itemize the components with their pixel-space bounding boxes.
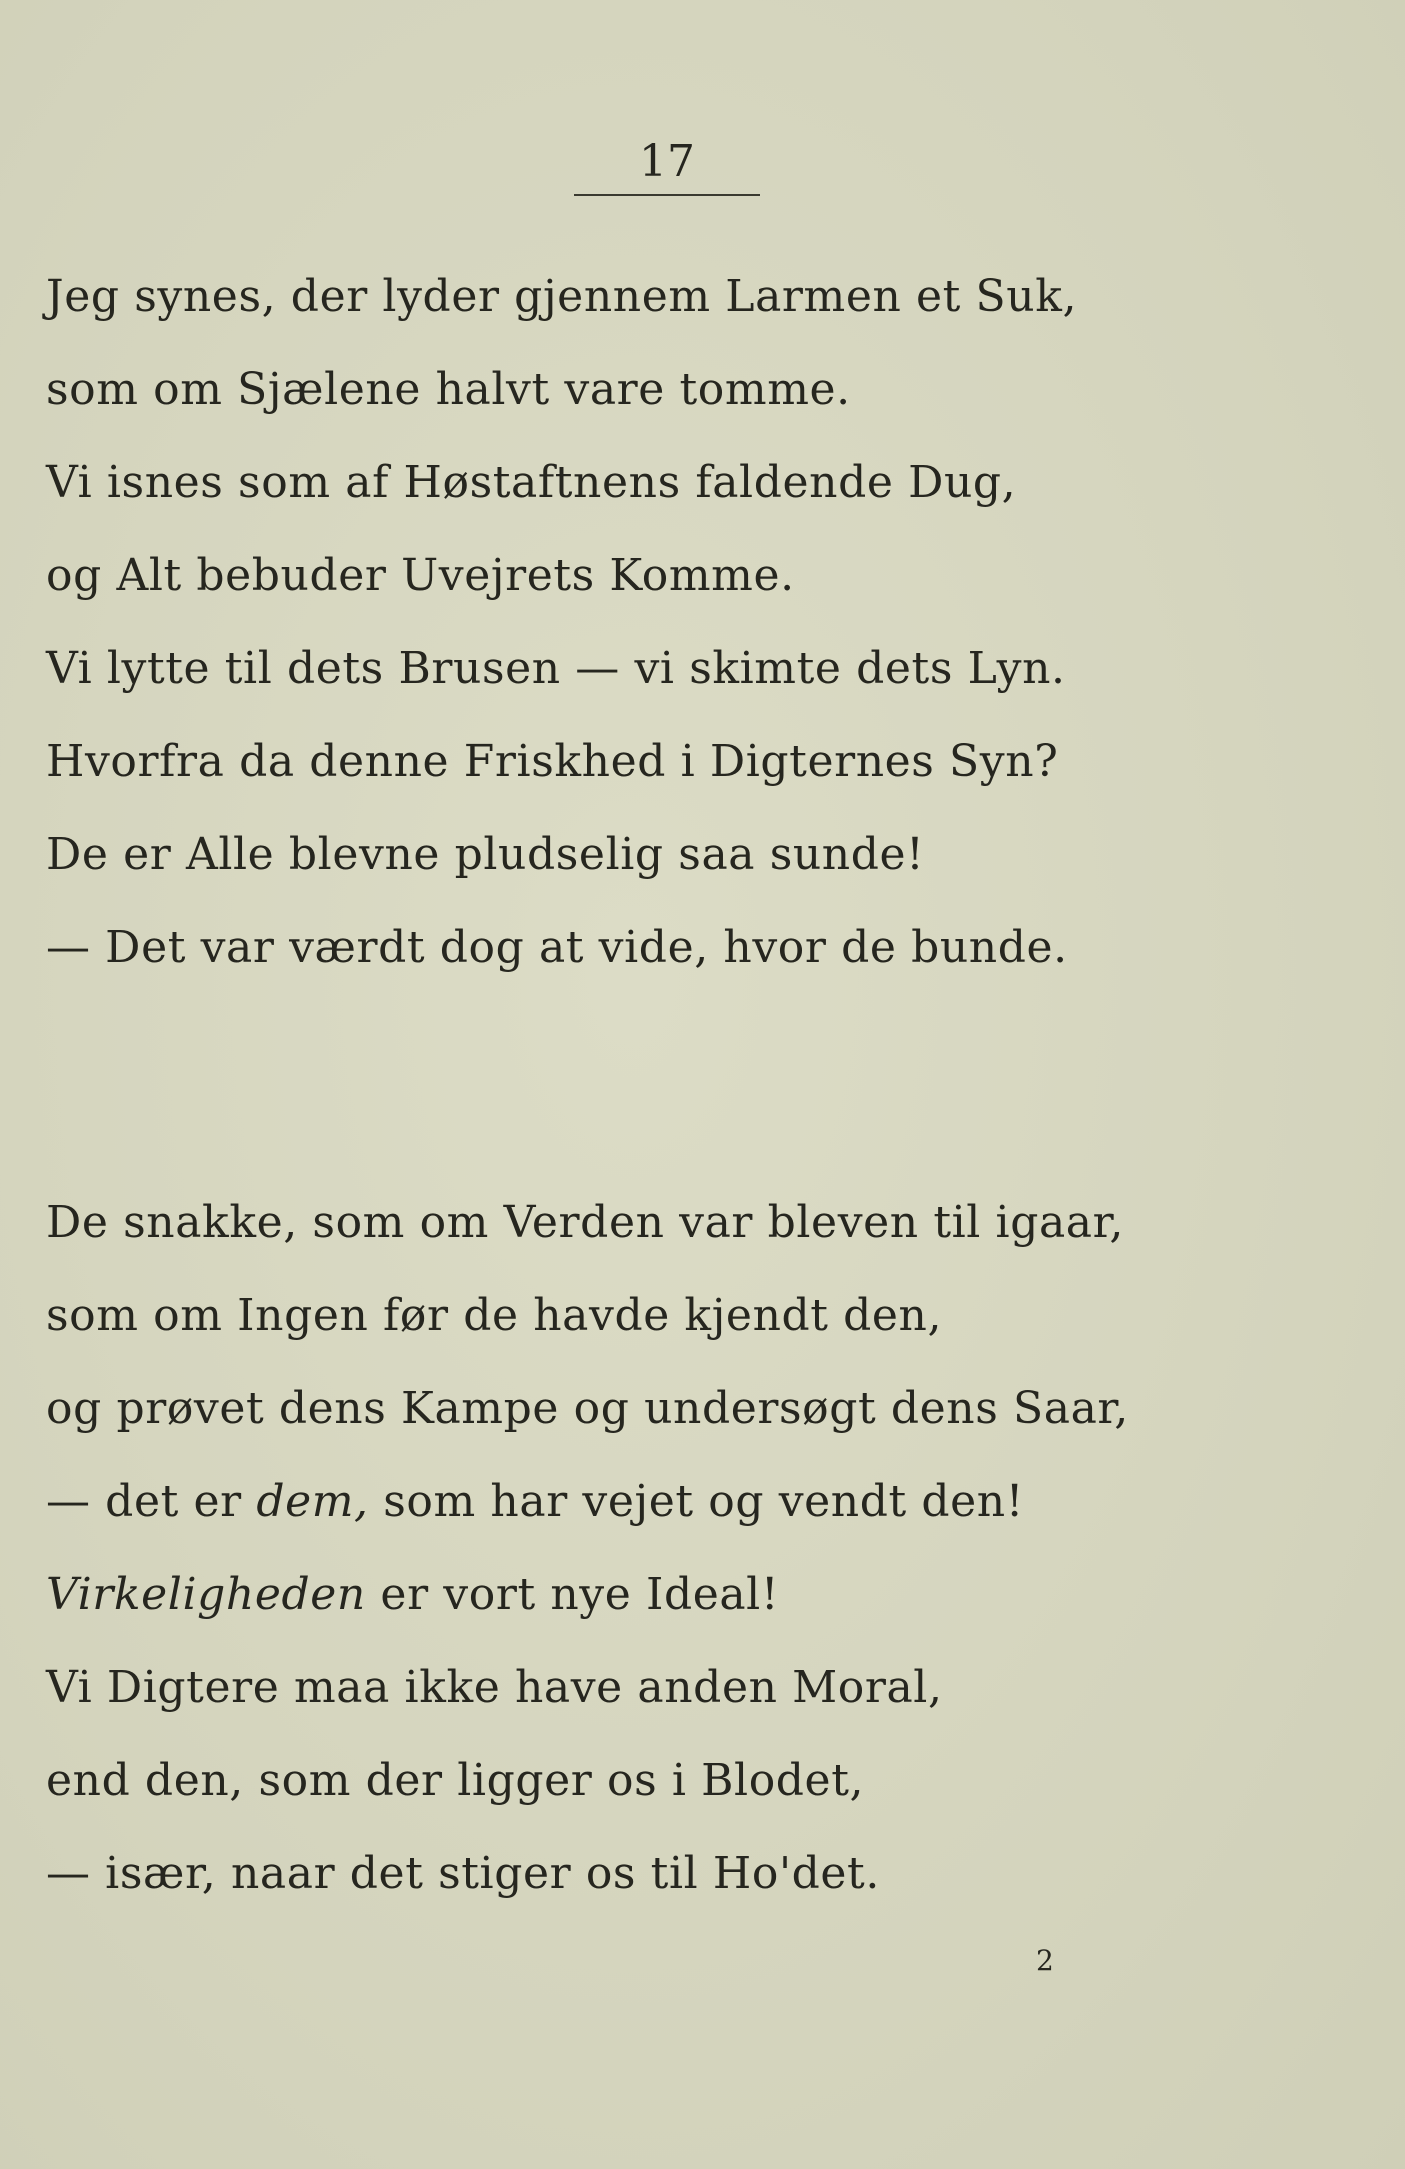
poem-line: som om Sjælene halvt vare tomme.: [46, 364, 851, 415]
poem-line: De er Alle blevne pludselig saa sunde!: [46, 829, 925, 880]
poem-text: som har vejet og vendt den!: [368, 1476, 1024, 1527]
poem-line: og Alt bebuder Uvejrets Komme.: [46, 550, 795, 601]
poem-line: — Det var værdt dog at vide, hvor de bunde.: [46, 922, 1068, 973]
poem-line: Jeg synes, der lyder gjennem Larmen et Suk,: [46, 271, 1078, 322]
poem-line: De snakke, som om Verden var bleven til igaar,: [46, 1197, 1125, 1248]
poem-line: — især, naar det stiger os til Ho'det.: [46, 1848, 880, 1899]
poem-stanza-2: [46, 1190, 1129, 1934]
poem-line: Vi isnes som af Høstaftnens faldende Dug,: [46, 457, 1017, 508]
page-number-rule: [574, 194, 760, 196]
poem-line: [46, 1562, 1129, 1655]
emphasized-word: dem,: [256, 1476, 369, 1527]
poem-line: og prøvet dens Kampe og undersøgt dens Saar,: [46, 1383, 1129, 1434]
emphasized-word: Virkeligheden: [46, 1569, 366, 1620]
poem-text: er vort nye Ideal!: [365, 1569, 780, 1620]
poem-line: end den, som der ligger os i Blodet,: [46, 1755, 865, 1806]
poem-stanza-1: [46, 264, 1077, 1008]
poem-text: — det er: [46, 1476, 257, 1527]
poem-line: Hvorfra da denne Friskhed i Digternes Syn?: [46, 736, 1059, 787]
poem-line: [46, 1469, 1129, 1562]
poem-line: som om Ingen før de havde kjendt den,: [46, 1290, 943, 1341]
signature-mark: 2: [1036, 1944, 1054, 1977]
page-number: 17: [639, 136, 695, 187]
poem-line: Vi Digtere maa ikke have anden Moral,: [46, 1662, 943, 1713]
poem-line: Vi lytte til dets Brusen — vi skimte dets Lyn.: [46, 643, 1066, 694]
